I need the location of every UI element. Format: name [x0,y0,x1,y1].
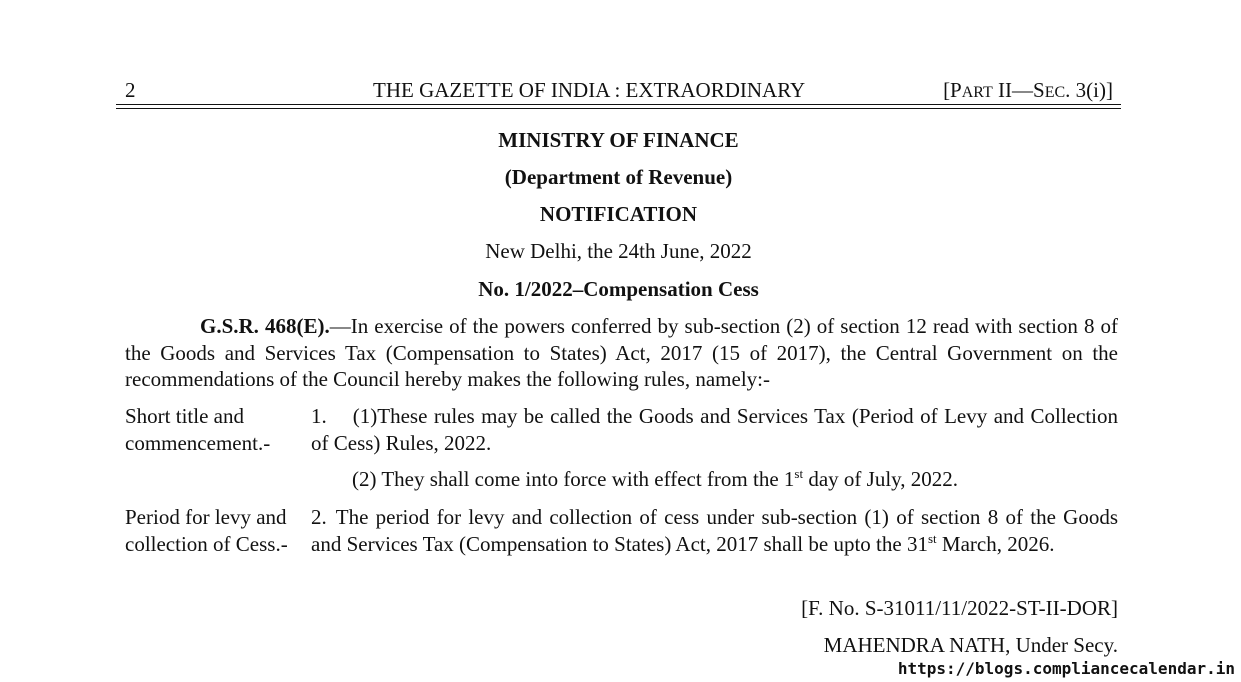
part-open: [P [943,78,962,102]
file-number: [F. No. S-31011/11/2022-ST-II-DOR] [801,596,1118,620]
rule-1-sub2-sup: st [794,466,804,481]
preamble-paragraph [125,313,1118,393]
part-small: ART [961,84,993,101]
part-close: . 3(i)] [1065,78,1113,102]
rule-1-subclause-2 [352,466,958,493]
watermark-url: https://blogs.compliancecalendar.in [897,659,1235,678]
sec-small: EC [1044,84,1066,101]
rule-1-text: These rules may be called the Goods and Services Tax (Period of Levy and Collection of Cess) Rules, 2022. [311,404,1118,455]
ministry-heading: MINISTRY OF FINANCE [498,128,739,152]
rule-1-paragraph [311,403,1118,456]
header-rule-top [116,104,1121,105]
rule-2-paragraph [311,504,1118,557]
gsr-number: G.S.R. 468(E). [200,314,330,338]
notification-heading: NOTIFICATION [539,202,698,226]
page-number: 2 [125,78,136,102]
rule-2-side-heading: Period for levy and collection of Cess.- [125,505,288,556]
rule-2-text: The period for levy and collection of cess under sub-section (1) of section 8 of the Goods and Services Tax (Compensation to States) Act, 2017 shall be upto the 31 [311,505,1118,556]
gazette-title: THE GAZETTE OF INDIA : EXTRAORDINARY [373,78,806,102]
rule-1-sub2-tail: day of July, 2022. [803,467,959,491]
signatory: MAHENDRA NATH, Under Secy. [823,633,1118,657]
rule-1-side-heading: Short title and commencement.- [125,404,271,455]
part-section-label [943,76,1113,107]
rule-2-text-tail: March, 2026. [936,531,1055,556]
date-line: New Delhi, the 24th June, 2022 [485,239,752,263]
rule-1-number: 1. [311,404,327,428]
notification-number: No. 1/2022–Compensation Cess [478,277,759,301]
header-rule-bottom [116,108,1121,109]
rule-2-sup: st [927,530,937,546]
preamble-text: —In exercise of the powers conferred by sub-section (2) of section 12 read with section 8 of the Goods and Services Tax (Compensation to States) Act, 2017 (15 of 2017), the Central Government on the recommendations of the Council hereby makes the following rules, namely:- [125,314,1118,391]
rule-2-number: 2. [311,505,327,529]
rule-1-sub2-text: (2) They shall come into force with effect from the 1 [352,467,795,491]
department-heading: (Department of Revenue) [504,165,733,189]
part-middle: II—S [992,78,1045,102]
rule-1-subclause-number: (1) [352,404,378,428]
